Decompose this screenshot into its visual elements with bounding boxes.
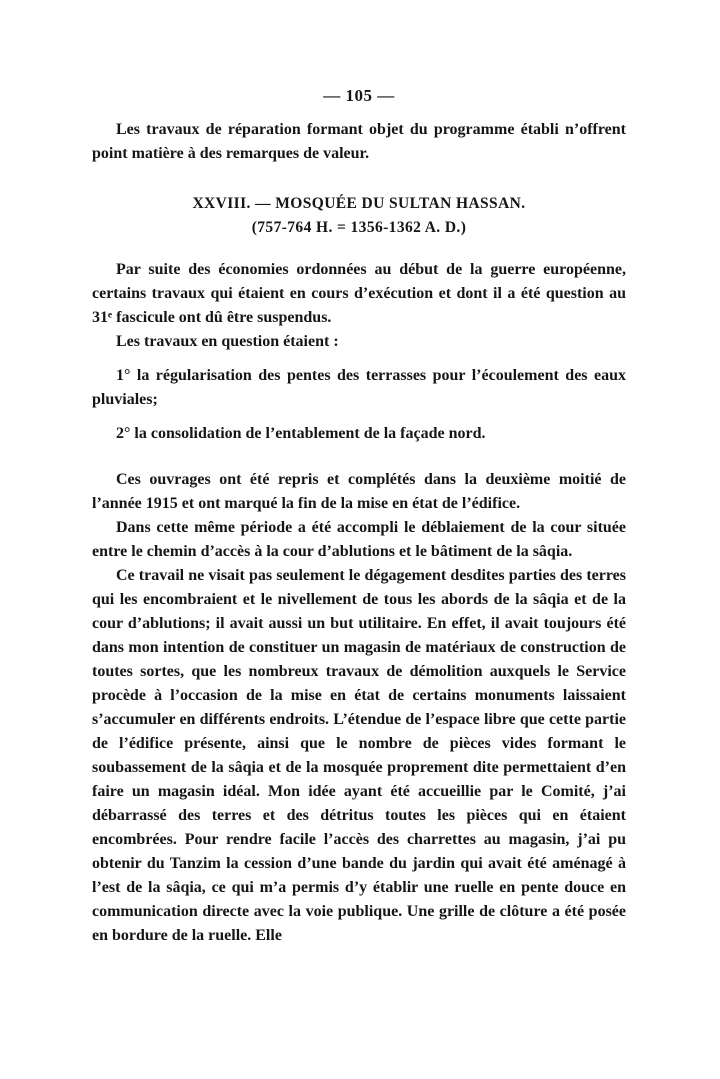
paragraph-clearing: Dans cette même période a été accompli le déblaiement de la cour située entre le chemin d’accès à la cour d’ablutions et le bâtiment de la sâqia. — [92, 519, 626, 560]
spacer — [92, 354, 626, 364]
section-title: XXVIII. — MOSQUÉE DU SULTAN HASSAN. — [192, 195, 526, 212]
spacer — [92, 240, 626, 258]
intro-paragraph: Les travaux de réparation formant objet du programme établi n’offrent point matière à des remarques de valeur. — [92, 121, 626, 162]
list-item-2: 2° la consolidation de l’entablement de la façade nord. — [116, 425, 486, 442]
section-dates: (757-764 H. = 1356-1362 A. D.) — [251, 219, 467, 236]
paragraph-suspension: Par suite des économies ordonnées au début de la guerre européenne, certains travaux qui étaient en cours d’exécution et dont il a été question au 31ᵉ fascicule ont dû être suspendus. — [92, 261, 626, 326]
spacer — [92, 412, 626, 422]
document-page — [92, 86, 626, 948]
paragraph-storage: Ce travail ne visait pas seulement le dégagement desdites parties des terres qui les encombraient et le nivellement de tous les abords de la sâqia et de la cour d’ablutions; il avait aussi un but utilitaire. En effet, il avait toujours été dans mon intention de constituer un magasin de matériaux de construction de toutes sortes, que les nombreux travaux de démolition auxquels le Service procède à l’occasion de la mise en état de certains monuments laissaient s’accumuler en différents endroits. L’étendue de l’espace libre que cette partie de l’édifice présente, ainsi que le nombre de pièces vides formant le soubassement de la sâqia et de la mosquée proprement dite permettaient d’en faire un magasin idéal. Mon idée ayant été accueillie par le Comité, j’ai débarrassé des terres et des détritus toutes les pièces qui en étaient encombrées. Pour rendre facile l’accès des charrettes au magasin, j’ai pu obtenir du Tanzim la cession d’une bande du jardin qui avait été aménagé à l’est de la sâqia, ce qui m’a permis d’y établir une ruelle en pente douce en communication directe avec la voie publique. Une grille de clôture a été posée en bordure de la ruelle. Elle — [92, 567, 626, 944]
spacer — [92, 166, 626, 192]
list-item-1: 1° la régularisation des pentes des terrasses pour l’écoulement des eaux pluviales; — [92, 367, 626, 408]
paragraph-completion: Ces ouvrages ont été repris et complétés dans la deuxième moitié de l’année 1915 et ont marqué la fin de la mise en état de l’édifice. — [92, 471, 626, 512]
page-number: — 105 — — [323, 86, 395, 105]
spacer — [92, 446, 626, 468]
paragraph-list-intro: Les travaux en question étaient : — [116, 333, 339, 350]
